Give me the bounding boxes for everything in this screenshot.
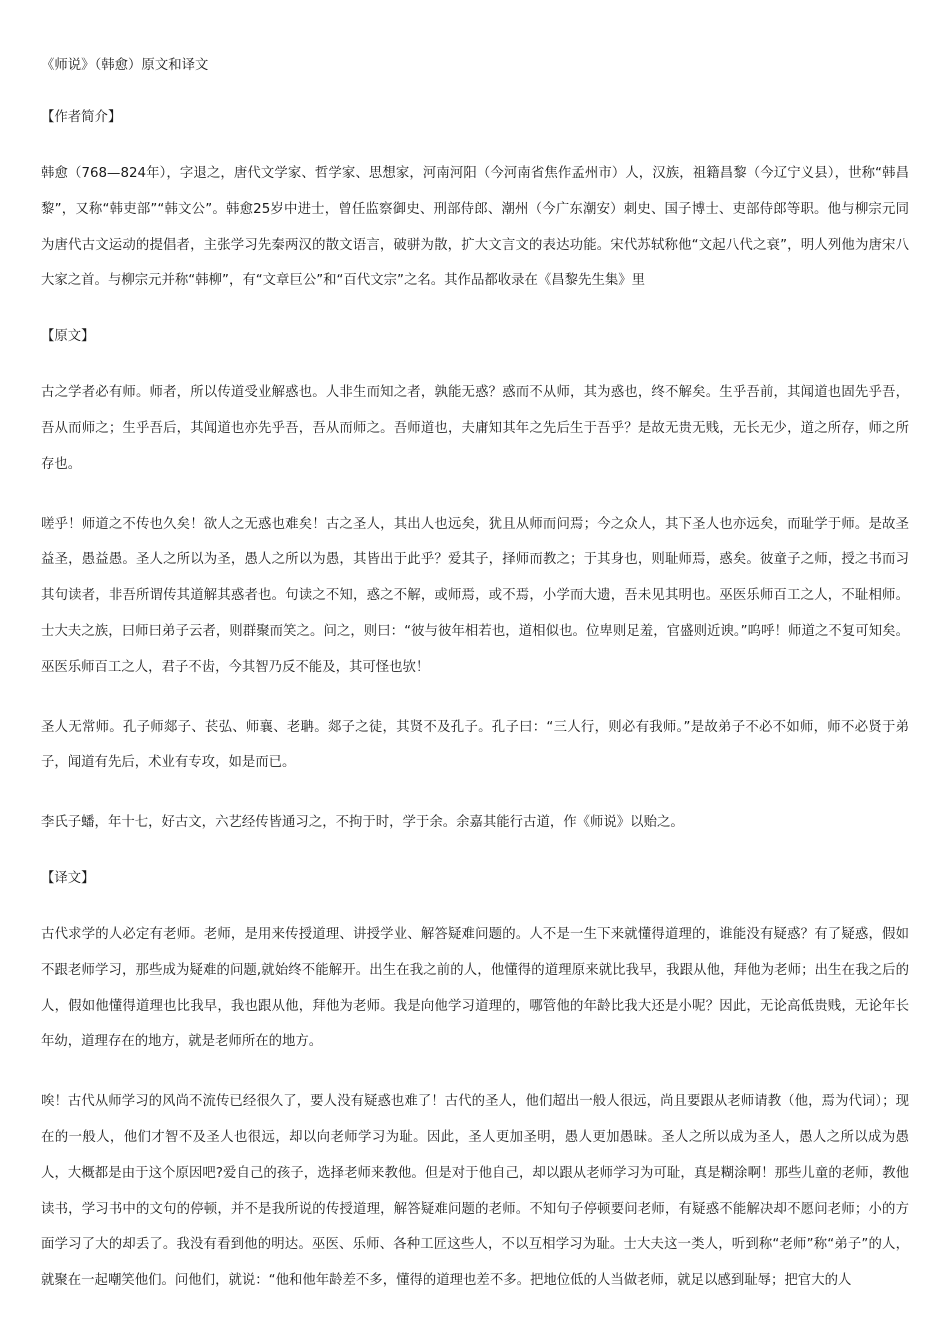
translation-heading: 【译文】 xyxy=(41,870,95,886)
original-paragraph: 圣人无常师。孔子师郯子、苌弘、师襄、老聃。郯子之徒，其贤不及孔子。孔子曰：“三人行，则必有我师。”是故弟子不必不如师，师不必贤于弟子，闻道有先后，术业有专攻，如是而已。 xyxy=(41,719,909,771)
original-paragraph: 李氏子蟠，年十七，好古文，六艺经传皆通习之，不拘于时，学于余。余嘉其能行古道，作《师说》以贻之。 xyxy=(41,815,684,831)
original-paragraph: 嗟乎！师道之不传也久矣！欲人之无惑也难矣！古之圣人，其出人也远矣，犹且从师而问焉；今之众人，其下圣人也亦远矣，而耻学于师。是故圣益圣，愚益愚。圣人之所以为圣，愚人之所以为愚，其皆出于此乎？爱其子，择师而教之；于其身也，则耻师焉，惑矣。彼童子之师，授之书而习其句读者，非吾所谓传其道解其惑者也。句读之不知，惑之不解，或师焉，或不焉，小学而大遗，吾未见其明也。巫医乐师百工之人，不耻相师。士大夫之族，曰师曰弟子云者，则群聚而笑之。问之，则曰：“彼与彼年相若也，道相似也。位卑则足羞，官盛则近谀。”呜呼！师道之不复可知矣。巫医乐师百工之人，君子不齿，今其智乃反不能及，其可怪也欤！ xyxy=(41,516,909,675)
translation-paragraph: 古代求学的人必定有老师。老师，是用来传授道理、讲授学业、解答疑难问题的。人不是一生下来就懂得道理的，谁能没有疑惑？有了疑惑，假如不跟老师学习，那些成为疑难的问题,就始终不能解开。出生在我之前的人，他懂得的道理原来就比我早，我跟从他，拜他为老师；出生在我之后的人，假如他懂得道理也比我早，我也跟从他，拜他为老师。我是向他学习道理的，哪管他的年龄比我大还是小呢？因此，无论高低贵贱，无论年长年幼，道理存在的地方，就是老师所在的地方。 xyxy=(41,926,909,1050)
author-heading: 【作者简介】 xyxy=(41,110,122,125)
original-paragraph: 古之学者必有师。师者，所以传道受业解惑也。人非生而知之者，孰能无惑？惑而不从师，其为惑也，终不解矣。生乎吾前，其闻道也固先乎吾，吾从而师之；生乎吾后，其闻道也亦先乎吾，吾从而师之。吾师道也，夫庸知其年之先后生于吾乎？是故无贵无贱，无长无少，道之所存，师之所存也。 xyxy=(41,385,909,472)
document-title: 《师说》（韩愈）原文和译文 xyxy=(41,58,209,73)
author-paragraph: 韩愈（768—824年），字退之，唐代文学家、哲学家、思想家，河南河阳（今河南省焦作孟州市）人，汉族，祖籍昌黎（今辽宁义县），世称“韩昌黎”，又称“韩吏部”“韩文公”。韩愈25岁中进士，曾任监察御史、刑部侍郎、潮州（今广东潮安）刺史、国子博士、吏部侍郎等职。他与柳宗元同为唐代古文运动的提倡者，主张学习先秦两汉的散文语言，破骈为散，扩大文言文的表达功能。宋代苏轼称他“文起八代之衰”，明人列他为唐宋八大家之首。与柳宗元并称“韩柳”，有“文章巨公”和“百代文宗”之名。其作品都收录在《昌黎先生集》里 xyxy=(41,166,909,289)
original-heading: 【原文】 xyxy=(41,329,95,345)
translation-paragraph: 唉！古代从师学习的风尚不流传已经很久了，要人没有疑惑也难了！古代的圣人，他们超出一般人很远，尚且要跟从老师请教（他，焉为代词）；现在的一般人，他们才智不及圣人也很远，却以向老师学习为耻。因此，圣人更加圣明，愚人更加愚昧。圣人之所以成为圣人，愚人之所以成为愚人，大概都是由于这个原因吧?爱自己的孩子，选择老师来教他。但是对于他自己，却以跟从老师学习为可耻，真是糊涂啊！那些儿童的老师，教他读书，学习书中的文句的停顿，并不是我所说的传授道理，解答疑难问题的老师。不知句子停顿要问老师，有疑惑不能解决却不愿问老师；小的方面学习了大的却丢了。我没有看到他的明达。巫医、乐师、各种工匠这些人，不以互相学习为耻。士大夫这一类人，听到称“老师”称“弟子”的人，就聚在一起嘲笑他们。问他们，就说：“他和他年龄差不多，懂得的道理也差不多。把地位低的人当做老师，就足以感到耻辱；把官大的人 xyxy=(41,1094,909,1289)
